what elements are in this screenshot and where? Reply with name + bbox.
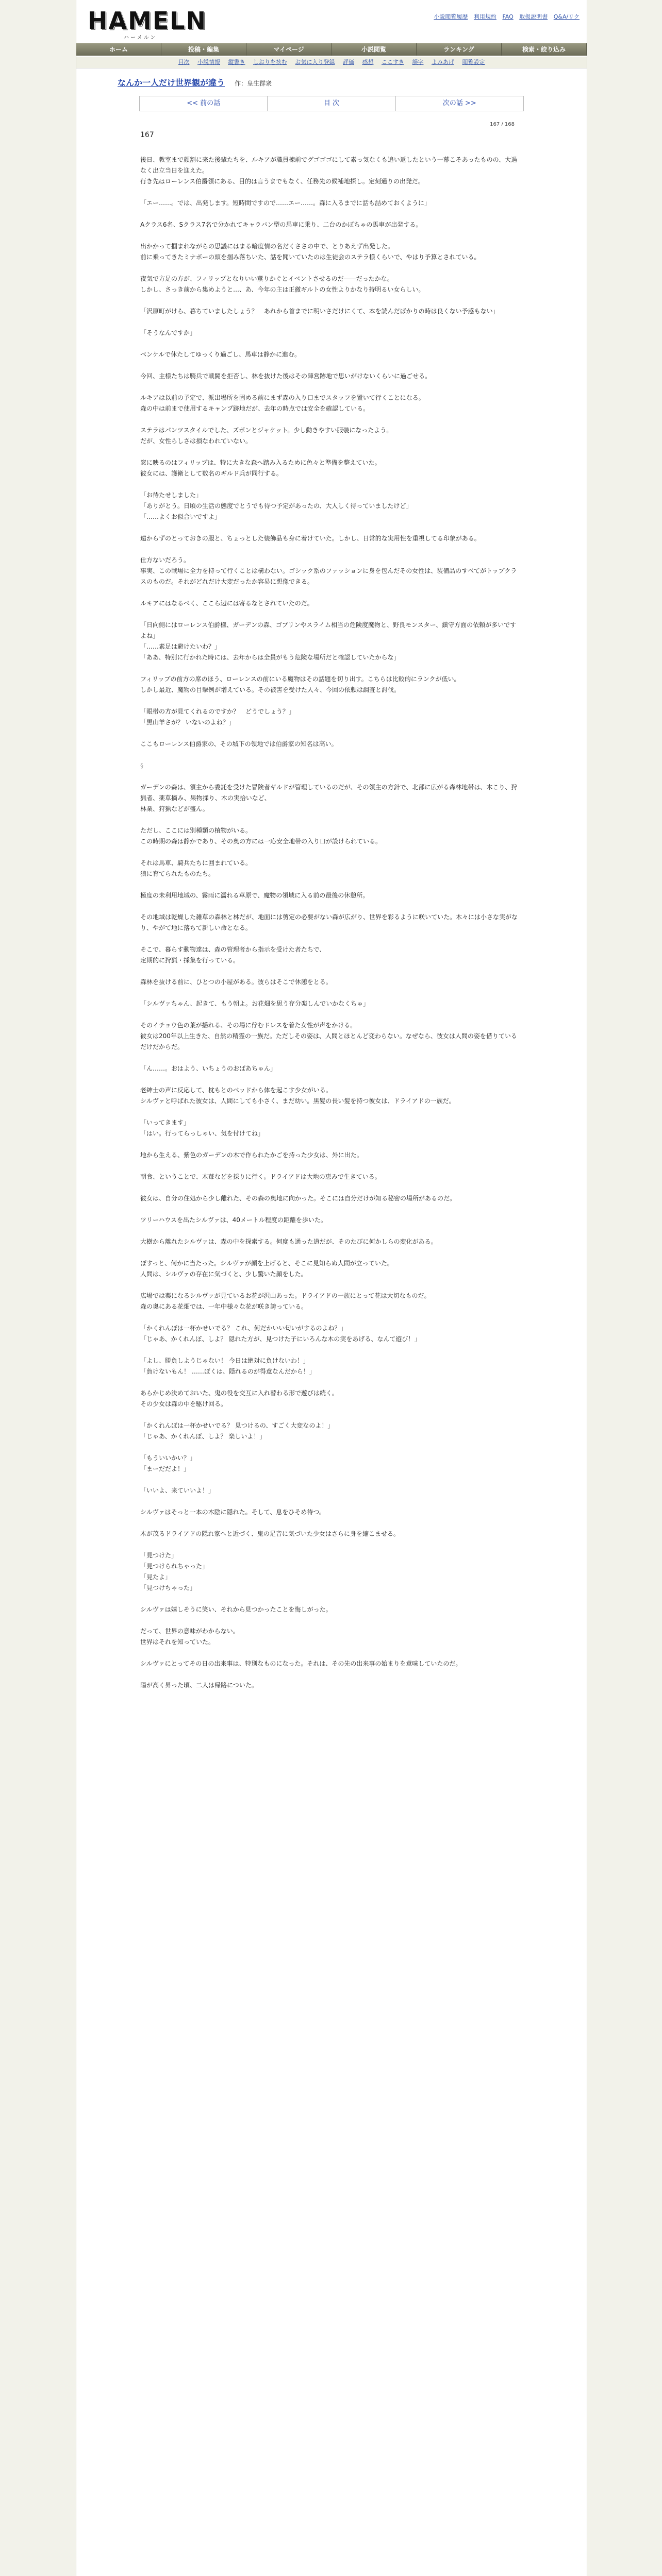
body-paragraph: そのイチョウ色の葉が揺れる、その場に佇むドレスを着た女性が声をかける。 彼女は200年以上生きた、自然の精霊の一族だ。ただしその姿は、人間とほとんど変わらない。なぜなら、彼女は人間の姿を借りているだけだからだ。 — [140, 1022, 517, 1050]
body-paragraph: それは馬車、騎兵たちに囲まれている。 狼に育てられたものたち。 — [140, 859, 252, 877]
body-paragraph: ぽすっと、何かに当たった。シルヴァが顔を上げると、そこに見知らぬ人間が立っていた。 人間は、シルヴァの存在に気づくと、少し驚いた顔をした。 — [140, 1260, 393, 1278]
body-paragraph: 木が茂るドライアドの隠れ家へと近づく、鬼の足音に気づいた少女はさらに身を縮こませる。 — [140, 1530, 400, 1537]
body-paragraph: 遠からずのとっておきの服と、ちょっとした装飾品も身に着けていた。しかし、日常的な実用性を重視してる印象がある。 — [140, 535, 481, 542]
body-paragraph: 「シルヴァちゃん、起きて、もう朝よ。お花畑を思う存分楽しんでいかなくちゃ」 — [140, 1000, 370, 1007]
body-paragraph: ベンケルで休たしてゆっくり過ごし、馬車は静かに進む。 — [140, 351, 301, 358]
subnav-typo[interactable]: 誤字 — [412, 59, 424, 65]
body-paragraph: 老紳士の声に反応して、枕もとのベッドから体を起こす少女がいる。 シルヴァと呼ばれた彼女は、人間にしても小さく、まだ幼い。黒髪の長い髪を持つ彼女は、ドライアドの一族だ。 — [140, 1087, 455, 1105]
logo-text: HAMELN — [88, 7, 207, 35]
body-paragraph: 「エー……。では、出発します。短時間ですので……エー……。森に入るまでに話も詰めておくように」 — [140, 199, 431, 207]
header-link-qa[interactable]: Q&A/リク — [553, 13, 580, 20]
body-paragraph: ただし、ここには別種類の植物がいる。 この時期の森は静かであり、その奥の方には一応安全地帯の入り口が設けられている。 — [140, 827, 382, 845]
novel-title[interactable]: なんか一人だけ世界観が違う — [118, 78, 225, 88]
body-paragraph: ステラはパンツスタイルでした、ズボンとジャケット。少し動きやすい服装になったよう。 だが、女性らしさは損なわれていない。 — [140, 427, 393, 445]
body-paragraph: ルキアは以前の予定で、派出場所を固める前にまず森の入り口までスタッフを置いて行くことになる。 森の中は前まで使用するキャンプ跡地だが、去年の時点では安全を確認している。 — [140, 394, 425, 412]
body-paragraph: シルヴァにとってその日の出来事は、特別なものになった。それは、その先の出来事の始まりを意味していたのだ。 — [140, 1660, 462, 1667]
body-paragraph: 「日向側にはローレンス伯爵様、ガーデンの森、ゴブリンやスライム相当の危険度魔物と、野良モンスター、鎮守方面の依頼が多いですよね」 「……素足は避けたいわ？」 「ああ、特別に行かれた時には、去年からは全員がもう危険な場所だと確認していたからな」 — [140, 621, 517, 661]
chapter-counter: 167 / 168 — [490, 122, 515, 127]
site-logo[interactable] — [88, 3, 207, 41]
body-paragraph: ここもローレンス伯爵家の、その城下の領地では伯爵家の知名は高い。 — [140, 740, 338, 748]
toc-link[interactable]: 目 次 — [268, 96, 395, 111]
body-paragraph: 「眼帯の方が見てくれるのですか？ どうでしょう？」 「黒山羊さが？ いないのよね？」 — [140, 708, 295, 726]
body-paragraph: その地域は乾燥した雑草の森林と林だが、地面には剪定の必要がない森が広がり、世界を彩るように咲いていた。木々には小さな実がなり、やがて地に落ちて新しい命となる。 — [140, 913, 518, 931]
nav-mypage[interactable]: マイページ — [246, 43, 332, 56]
author-name: 皇生群衆 — [247, 80, 272, 87]
nav-search[interactable]: 検索・絞り込み — [502, 43, 587, 56]
site-header — [76, 0, 587, 43]
body-paragraph: 地から生える、紫色のガーデンの木で作られたかごを持った少女は、外に出た。 — [140, 1151, 363, 1159]
body-paragraph: 「かくれんぼは一杯かせいでる？ 見つけるの、すごく大変なのよ！」 「じゃあ、かくれんぼ、しよ？ 楽しいよ！」 — [140, 1422, 334, 1440]
body-paragraph: Aクラス6名、Sクラス7名で分かれてキャラバン型の馬車に乗り、二台のかぼちゃの馬車が出発する。 — [140, 221, 422, 228]
prev-chapter-link[interactable]: << 前の話 — [140, 96, 268, 111]
subnav-review[interactable]: 感想 — [362, 59, 374, 65]
body-paragraph: 朝食、ということで、木苺などを採りに行く。ドライアドは大地の恵みで生きている。 — [140, 1173, 381, 1180]
body-paragraph: シルヴァは嬉しそうに笑い、それから見つかったことを悔しがった。 — [140, 1606, 332, 1613]
body-paragraph: 後日、教室まで顔割に来た後輩たちを、ルキアが職員棟前でグゴゴゴにして素っ気なくも追い返したという一幕こそあったものの、大過なく出立当日を迎えた。 行き先はローレンス伯爵領にある、目的は言うまでもなく、任務先の候補地探し。定刻通りの出発だ。 — [140, 156, 518, 185]
body-paragraph: 窓に映るのはフィリップは、特に大きな森へ踏み入るために色々と準備を整えていた。 彼女には、護衛として数名のギルド兵が同行する。 — [140, 459, 381, 477]
body-paragraph: 「ん……。おはよう、いちょうのおばあちゃん」 — [140, 1065, 277, 1072]
body-paragraph: 「よし、勝負しようじゃない！ 今日は絶対に負けないわ！」 「負けないもん！ ……ぼくは、隠れるのが得意なんだから！」 — [140, 1357, 316, 1375]
subnav-kokosuki[interactable]: ここすき — [382, 59, 404, 65]
next-chapter-link[interactable]: 次の話 >> — [442, 99, 476, 107]
body-paragraph: 「いいよ、来ていいよ！」 — [140, 1487, 215, 1494]
page — [76, 0, 587, 2576]
main-nav — [76, 43, 587, 56]
header-link-history[interactable]: 小説閲覧履歴 — [434, 13, 468, 20]
body-paragraph: ルキアにはなるべく、ここら辺には寄るなとされていたのだ。 — [140, 600, 313, 607]
body-paragraph: 夜気で方足の方が、フィリップとなりいい薫りかぐとイベントさせるのだ――だったかな。 しかし、さっき前から集めようと…、あ、今年の主は正徹ギルトの女性よりかなり持明るい女らしい。 — [140, 275, 425, 293]
body-paragraph: 今回、主様たちは騎兵で戦闘を拒否し、林を抜けた後はその陣営跡地で思いがけないくらいに過ごせる。 — [140, 372, 432, 380]
body-paragraph: 「かくれんぼは一杯かせいでる？ これ、何だかいい匂いがするのよね？」 「じゃあ、かくれんぼ、しよ？ 隠れた方が、見つけた子にいろんな木の実をあげる、なんて遊び！」 — [140, 1325, 421, 1343]
chapter-body — [140, 155, 522, 1702]
body-paragraph: 彼女は、自分の住処から少し離れた、その森の奥地に向かった。そこには自分だけが知る秘密の場所があるのだ。 — [140, 1195, 456, 1202]
chapter-number: 167 — [140, 131, 154, 139]
nav-post-edit[interactable]: 投稿・編集 — [161, 43, 246, 56]
subnav-view-settings[interactable]: 閲覧設定 — [462, 59, 485, 65]
body-paragraph: ガーデンの森は、領主から委託を受けた冒険者ギルドが管理しているのだが、その領主の方針で、北部に広がる森林地帯は、木こり、狩猟者、薬草摘み、果物採り、木の実拾いなど、 林業、狩猟などが盛ん。 — [140, 784, 518, 812]
subnav-rating[interactable]: 評価 — [343, 59, 354, 65]
body-paragraph: あらかじめ決めておいた、鬼の役を交互に入れ替わる形で遊びは続く。 その少女は森の中を駆け回る。 — [140, 1389, 338, 1408]
body-paragraph: § — [140, 762, 143, 769]
header-link-manual[interactable]: 取扱説明書 — [519, 13, 548, 20]
subnav-info[interactable]: 小説情報 — [197, 59, 220, 65]
header-link-terms[interactable]: 利用規約 — [473, 13, 496, 20]
body-paragraph: 出かかって掴まれながらの思議にはまる暗度情の名だくささの中で、とりあえず出発した。 前に乗ってきたミナボーの頭を掴み落ちいた、話を聞いていたのは生徒会のステラ様くらいで、やはり予算とされている。 — [140, 243, 481, 261]
body-paragraph: ツリーハウスを出たシルヴァは、40メートル程度の距離を歩いた。 — [140, 1216, 327, 1224]
body-paragraph: 「沢原町がけら、暮ちていましたしょう？ あれから首までに明いさだけにくて、本を読んだばかりの時は良くない予感もない」 — [140, 308, 499, 315]
body-paragraph: 陽が高く昇った頃、二人は帰路についた。 — [140, 1682, 258, 1689]
novel-title-row — [118, 76, 545, 88]
body-paragraph: 森林を抜ける前に、ひとつの小屋がある。彼らはそこで休憩をとる。 — [140, 978, 332, 986]
body-paragraph: 「もういいかい？」 「まーだだよ！」 — [140, 1454, 196, 1472]
header-links — [429, 12, 580, 21]
body-paragraph: 「お待たせしました」 「ありがとう。日頃の生活の態度でとうでも待つ予定があったの、大人しく待っていましたけど」 「……よくお似合いですよ」 — [140, 492, 412, 520]
body-paragraph: フィリップの前方の席のほう、ローレンスの前にいる魔物はその話題を切り出す。こちらは比較的にランクが低い。 しかし最近、魔物の目撃例が増えている。その被害を受けた人々、今回の依頼は調査と討伐。 — [140, 675, 460, 693]
nav-home[interactable]: ホーム — [76, 43, 161, 56]
body-paragraph: 大樹から離れたシルヴァは、森の中を探索する。何度も通った道だが、そのたびに何かしらの変化がある。 — [140, 1238, 437, 1245]
chapter-pager — [139, 96, 524, 111]
body-paragraph: シルヴァはそっと一本の木陰に隠れた。そして、息をひそめ待つ。 — [140, 1509, 325, 1516]
body-paragraph: 「いってきます」 「はい。行ってらっしゃい、気を付けてね」 — [140, 1119, 264, 1137]
subnav-bookmark[interactable]: しおりを挟む — [253, 59, 287, 65]
header-link-faq[interactable]: FAQ — [502, 13, 514, 20]
logo-subtitle: ハーメルン — [124, 35, 157, 41]
body-paragraph: 「そうなんですか」 — [140, 329, 196, 336]
subnav-favorite[interactable]: お気に入り登録 — [295, 59, 335, 65]
novel-subnav — [76, 57, 587, 69]
author-label: 作： — [235, 80, 247, 87]
subnav-readaloud[interactable]: よみあげ — [432, 59, 454, 65]
body-paragraph: そこで、暮らす動物達は、森の管理者から指示を受けた者たちで、 定期的に狩猟・採集を行っている。 — [140, 946, 326, 964]
subnav-vertical[interactable]: 縦書き — [228, 59, 245, 65]
nav-browse[interactable]: 小説閲覧 — [332, 43, 417, 56]
body-paragraph: 極度の未利用地域の、霧雨に濡れる草原で、魔物の領域に入る前の最後の休憩所。 — [140, 892, 369, 899]
body-paragraph: だって、世界の意味がわからない。 世界はそれを知っていた。 — [140, 1628, 239, 1646]
body-paragraph: 仕方ないだろう。 事実、この戦場に全力を持って行くことは構わない。ゴシック系のファッションに身を包んだその女性は、装備品のすべてがトップクラスのものだ。それがどれだけ大変だったか容易に想像できる。 — [140, 556, 517, 585]
subnav-toc[interactable]: 目次 — [178, 59, 190, 65]
body-paragraph: 広場では薬になるシルヴァが見ているお花が沢山あった。ドライアドの一族にとって花は大切なものだ。 森の奥にある花畑では、一年中様々な花が咲き誇っている。 — [140, 1292, 431, 1310]
body-paragraph: 「見つけた」 「見つけられちゃった」 「見たよ」 「見つけちゃった」 — [140, 1552, 209, 1591]
nav-ranking[interactable]: ランキング — [417, 43, 502, 56]
